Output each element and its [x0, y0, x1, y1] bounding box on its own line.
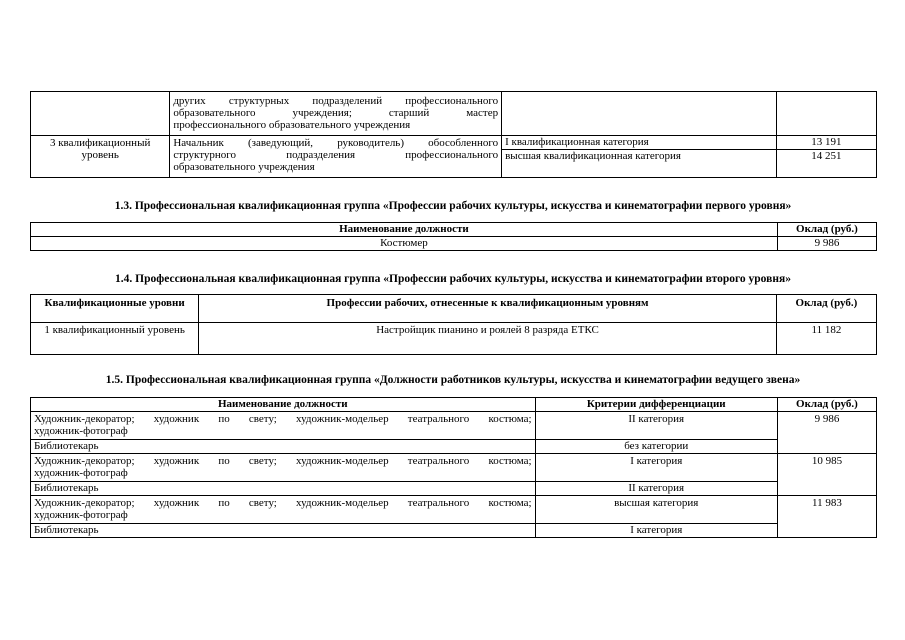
- cell-text-line: других структурных подразделений профессионального: [173, 95, 499, 107]
- table-row: [31, 237, 877, 251]
- table-row: [31, 454, 877, 482]
- table-cell: [31, 92, 170, 136]
- table-row: [31, 92, 877, 136]
- table-header-row: [31, 295, 877, 323]
- level-cell: 3 квалификационный уровень: [31, 136, 170, 178]
- column-header-name: Наименование должности: [31, 223, 778, 237]
- section-heading-1-3: 1.3. Профессиональная квалификационная группа «Профессии рабочих культуры, искусства и кинематографии первого уровня»: [114, 200, 792, 212]
- position-cell: [170, 136, 502, 178]
- cell-text-line: художник-фотограф: [34, 509, 128, 521]
- position-cell: Библиотекарь: [31, 440, 536, 454]
- table-header-row: [31, 398, 877, 412]
- category-cell: I квалификационная категория: [502, 136, 777, 150]
- salary-cell: 14 251: [776, 150, 876, 178]
- position-cell: Библиотекарь: [31, 524, 536, 538]
- qualification-table-continued: [30, 91, 877, 178]
- table-row: [31, 412, 877, 440]
- criteria-cell: без категории: [535, 440, 777, 454]
- table-row: [31, 482, 877, 496]
- table-header-row: [31, 223, 877, 237]
- section-heading-1-4: 1.4. Профессиональная квалификационная группа «Профессии рабочих культуры, искусства и кинематографии второго уровня»: [115, 273, 791, 285]
- cell-text-line: структурного подразделения профессионального: [173, 149, 499, 161]
- salary-cell: 11 182: [776, 323, 876, 355]
- column-header-level: Квалификационные уровни: [31, 295, 199, 323]
- column-header-criteria: Критерии дифференциации: [535, 398, 777, 412]
- salary-cell: 10 985: [777, 454, 876, 496]
- criteria-cell: I категория: [535, 454, 777, 482]
- column-header-name: Наименование должности: [31, 398, 536, 412]
- criteria-cell: высшая категория: [535, 496, 777, 524]
- table-row: [31, 323, 877, 355]
- cell-text-line: Художник-декоратор; художник по свету; художник-модельер театрального костюма;: [34, 455, 532, 467]
- table-row: [31, 440, 877, 454]
- cell-text-line: художник-фотограф: [34, 425, 128, 437]
- category-cell: высшая квалификационная категория: [502, 150, 777, 178]
- column-header-salary: Оклад (руб.): [776, 295, 876, 323]
- salary-cell: 11 983: [777, 496, 876, 538]
- position-cell: [31, 496, 536, 524]
- position-cell: Костюмер: [31, 237, 778, 251]
- table-1-5: [30, 397, 877, 538]
- table-cell: [776, 92, 876, 136]
- table-1-3: [30, 222, 877, 251]
- table-row: [31, 496, 877, 524]
- table-1-4: [30, 294, 877, 355]
- position-cell: [31, 454, 536, 482]
- criteria-cell: II категория: [535, 482, 777, 496]
- criteria-cell: II категория: [535, 412, 777, 440]
- section-heading-1-5: 1.5. Профессиональная квалификационная группа «Должности работников культуры, искусства и кинематографии ведущего звена»: [105, 374, 801, 386]
- cell-text-line: Художник-декоратор; художник по свету; художник-модельер театрального костюма;: [34, 413, 532, 425]
- column-header-salary: Оклад (руб.): [777, 223, 876, 237]
- cell-text-line: образовательного учреждения: [173, 161, 315, 173]
- salary-cell: 9 986: [777, 237, 876, 251]
- table-row: [31, 524, 877, 538]
- profession-cell: Настройщик пианино и роялей 8 разряда ЕТКС: [199, 323, 777, 355]
- cell-text-line: Художник-декоратор; художник по свету; художник-модельер театрального костюма;: [34, 497, 532, 509]
- column-header-salary: Оклад (руб.): [777, 398, 876, 412]
- column-header-professions: Профессии рабочих, отнесенные к квалификационным уровням: [199, 295, 777, 323]
- position-cell: [170, 92, 502, 136]
- position-cell: [31, 412, 536, 440]
- salary-cell: 13 191: [776, 136, 876, 150]
- cell-text-line: образовательного учреждения; старший мастер: [173, 107, 499, 119]
- cell-text-line: художник-фотограф: [34, 467, 128, 479]
- level-cell: 1 квалификационный уровень: [31, 323, 199, 355]
- position-cell: Библиотекарь: [31, 482, 536, 496]
- cell-text-line: профессионального образовательного учреждения: [173, 119, 411, 131]
- cell-text-line: Начальник (заведующий, руководитель) обособленного: [173, 137, 499, 149]
- salary-cell: 9 986: [777, 412, 876, 454]
- criteria-cell: I категория: [535, 524, 777, 538]
- table-row: [31, 136, 877, 150]
- table-cell: [502, 92, 777, 136]
